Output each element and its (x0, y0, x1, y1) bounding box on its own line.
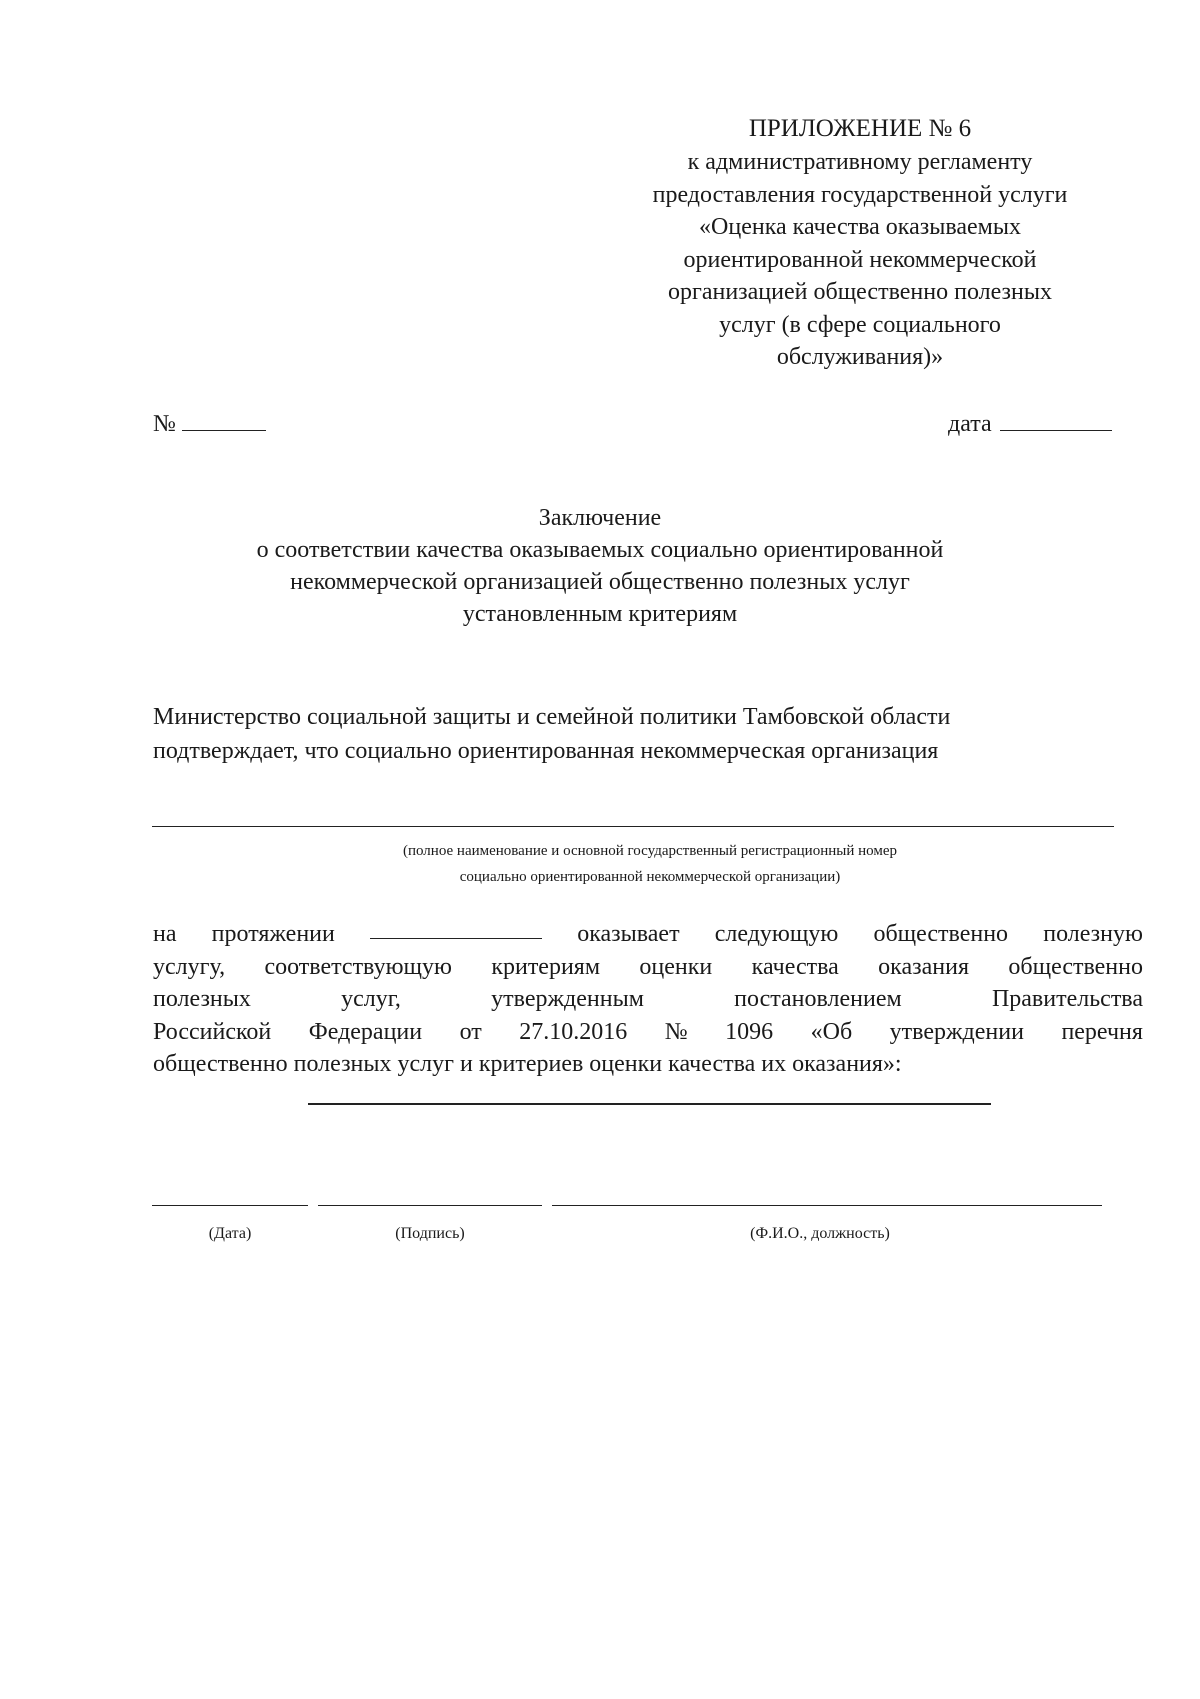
word: протяжении (211, 921, 335, 947)
appendix-line: предоставления государственной услуги (652, 181, 1068, 208)
word: общественно (873, 921, 1009, 947)
ministry-line: Министерство социальной защиты и семейной политики Тамбовской области (153, 704, 951, 730)
appendix-line: «Оценка качества оказываемых (699, 214, 1021, 240)
word: общественно (1008, 953, 1143, 980)
signature-date-blank (152, 1205, 308, 1206)
word: полезных (153, 986, 251, 1012)
service-name-blank (308, 1103, 991, 1105)
signature-date-caption: (Дата) (208, 1225, 252, 1242)
word: качества (751, 953, 839, 980)
word: услугу, (153, 953, 226, 980)
service-paragraph (153, 918, 1143, 1081)
word: оказания (878, 953, 969, 980)
document-heading (150, 502, 1050, 630)
caption-line: социально ориентированной некоммерческой организации) (459, 869, 841, 885)
word: утверждении (889, 1018, 1024, 1045)
appendix-line: ориентированной некоммерческой (683, 246, 1037, 273)
word: постановлением (734, 986, 902, 1012)
date-blank (1000, 410, 1112, 431)
ministry-line: подтверждает, что социально ориентированная некоммерческая организация (153, 738, 939, 764)
paragraph-line (153, 918, 1143, 951)
word: полезную (1043, 921, 1143, 947)
word: Правительства (991, 986, 1143, 1012)
paragraph-line (153, 983, 1143, 1016)
word: перечня (1061, 1018, 1143, 1045)
word: от (459, 1018, 482, 1045)
word: 1096 (725, 1018, 774, 1045)
document-date-field (948, 410, 1112, 438)
word: соответствующую (264, 953, 452, 980)
number-blank (182, 410, 266, 431)
number-label: № (153, 411, 176, 437)
signature-sign-blank (318, 1205, 542, 1206)
appendix-line: обслуживания)» (776, 344, 944, 370)
word: «Об (810, 1018, 853, 1045)
word: услуг, (341, 986, 401, 1012)
signature-name-caption: (Ф.И.О., должность) (750, 1225, 890, 1242)
heading-line: установленным критериям (462, 601, 738, 627)
appendix-line: организацией общественно полезных (667, 279, 1052, 305)
date-label: дата (948, 411, 992, 437)
appendix-line: услуг (в сфере социального (719, 311, 1001, 338)
appendix-title: ПРИЛОЖЕНИЕ № 6 (748, 115, 972, 142)
signature-sign-caption: (Подпись) (395, 1225, 465, 1242)
word: № (664, 1018, 688, 1045)
word: оказывает (577, 921, 680, 947)
period-blank (370, 918, 542, 939)
signature-name-blank (552, 1205, 1102, 1206)
word: 27.10.2016 (519, 1018, 628, 1045)
organization-name-blank (152, 826, 1114, 827)
heading-line: некоммерческой организацией общественно полезных услуг (290, 569, 910, 595)
word: утвержденным (491, 986, 644, 1012)
paragraph-last-line: общественно полезных услуг и критериев оценки качества их оказания»: (153, 1051, 902, 1077)
word: критериям (491, 953, 601, 980)
paragraph-line (153, 1016, 1143, 1049)
word: следующую (714, 921, 839, 947)
ministry-statement (153, 700, 1113, 768)
appendix-header (600, 112, 1120, 374)
word: Российской (153, 1018, 272, 1045)
document-number-field (153, 410, 266, 438)
paragraph-line (153, 951, 1143, 984)
heading-line: о соответствии качества оказываемых социально ориентированной (256, 537, 944, 563)
heading-title: Заключение (538, 505, 662, 531)
word: на (153, 921, 177, 947)
caption-line: (полное наименование и основной государственный регистрационный номер (402, 843, 898, 859)
word: оценки (639, 953, 713, 980)
paragraph-line (153, 1048, 1143, 1081)
appendix-line: к административному регламенту (687, 149, 1033, 175)
organization-caption (200, 838, 1100, 890)
word: Федерации (308, 1018, 423, 1045)
